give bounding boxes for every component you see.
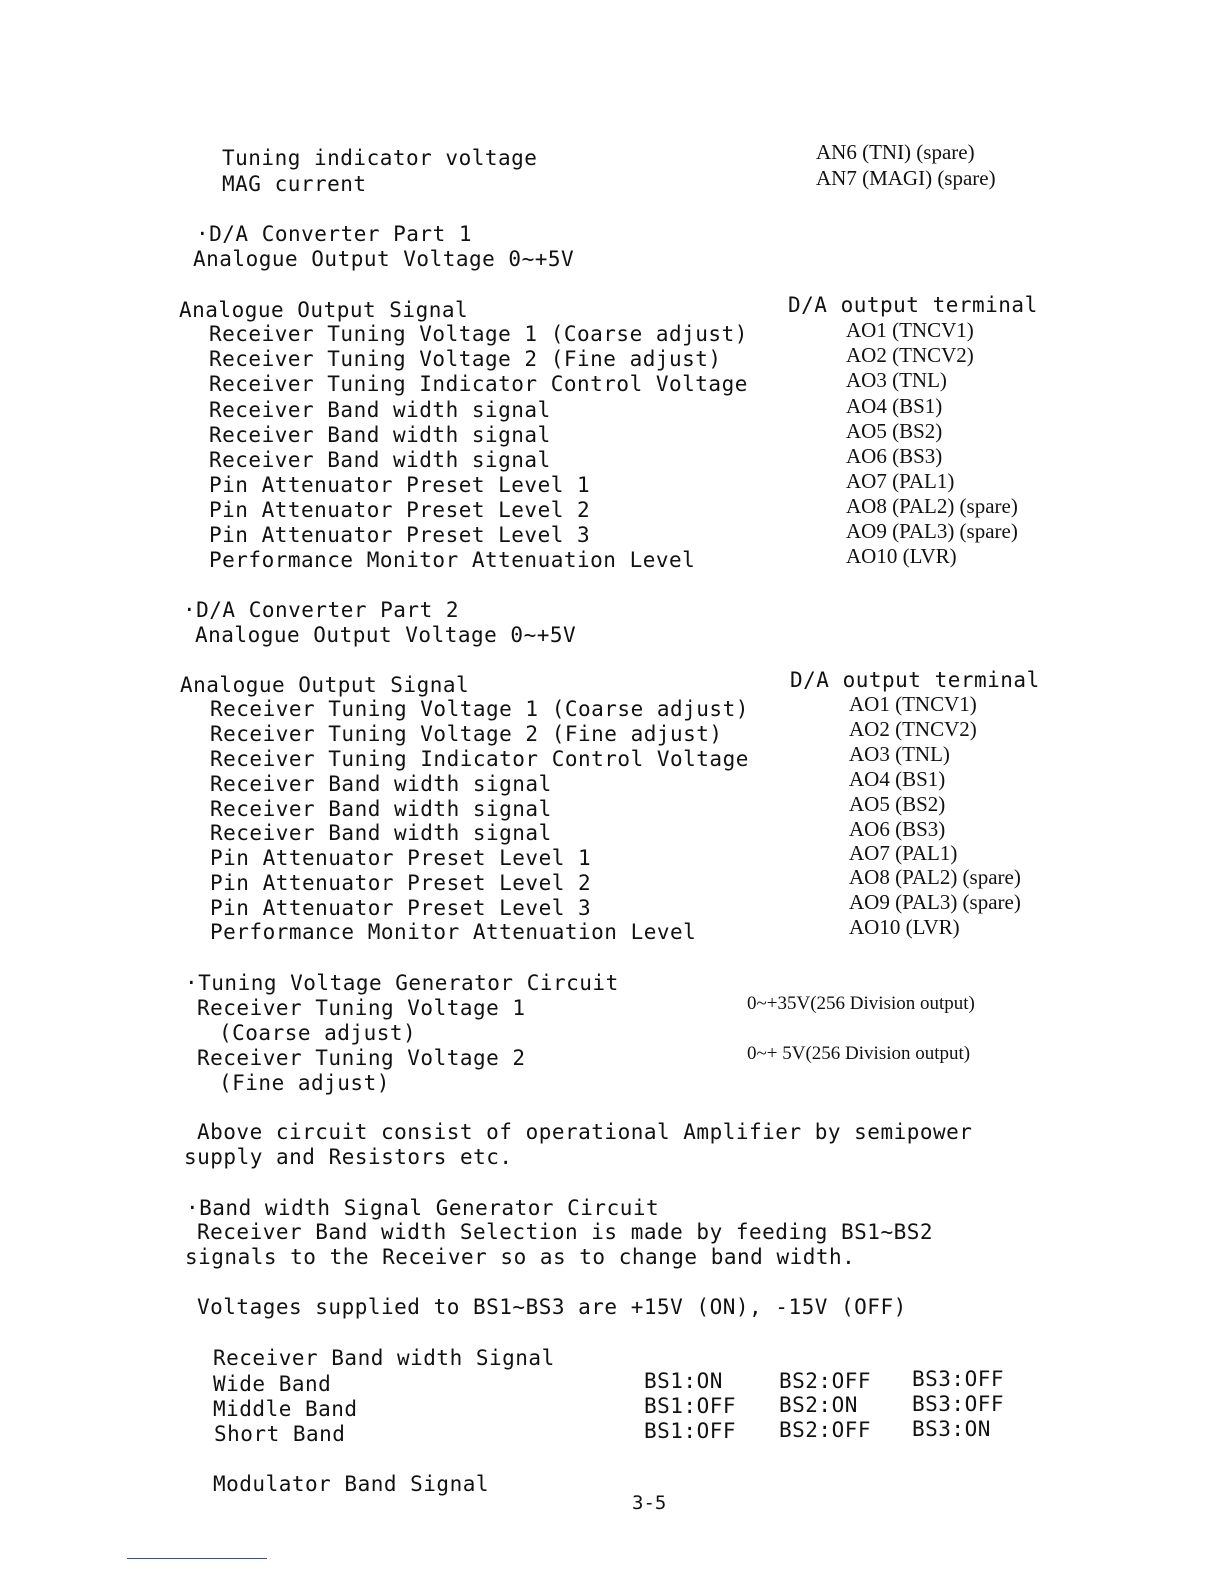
band-gen-paragraph-line1: Receiver Band width Selection is made by feeding BS1~BS2 — [197, 1220, 934, 1244]
da-part1-row-terminal: AO1 (TNCV1) — [846, 318, 974, 342]
band-row-bs3: BS3:OFF — [912, 1392, 1005, 1416]
band-row-bs2: BS2:ON — [779, 1393, 858, 1417]
tuning-indicator-terminal: AN6 (TNI) (spare) — [816, 140, 975, 164]
da-part1-row-label: Receiver Band width signal — [209, 423, 551, 447]
da-part2-row-terminal: AO4 (BS1) — [849, 767, 946, 791]
da-part1-row-label: Receiver Tuning Voltage 1 (Coarse adjust) — [209, 322, 748, 346]
da-part1-row-terminal: AO5 (BS2) — [846, 419, 943, 443]
mag-current-label: MAG current — [222, 172, 367, 196]
da-part1-row-label: Pin Attenuator Preset Level 1 — [209, 473, 591, 497]
da-part1-row-label: Receiver Band width signal — [209, 398, 551, 422]
da-part2-row-terminal: AO3 (TNL) — [849, 742, 950, 766]
da-part1-row-label: Receiver Band width signal — [209, 448, 551, 472]
da-part2-row-terminal: AO1 (TNCV1) — [849, 692, 977, 716]
da-part1-row-label: Receiver Tuning Indicator Control Voltage — [209, 372, 748, 396]
band-gen-paragraph-line2: signals to the Receiver so as to change band width. — [185, 1245, 856, 1269]
band-table-header: Receiver Band width Signal — [213, 1346, 555, 1370]
tuning-gen-row2-label: Receiver Tuning Voltage 2 — [197, 1046, 526, 1070]
da-part2-row-terminal: AO5 (BS2) — [849, 792, 946, 816]
band-row-bs1: BS1:OFF — [644, 1419, 737, 1443]
da-part1-voltage: Analogue Output Voltage 0~+5V — [193, 247, 575, 271]
page-number: 3-5 — [632, 1492, 667, 1514]
band-row-label: Middle Band — [213, 1397, 358, 1421]
da-part1-row-label: Performance Monitor Attenuation Level — [209, 548, 696, 572]
da-part2-voltage: Analogue Output Voltage 0~+5V — [195, 623, 577, 647]
band-row-bs3: BS3:ON — [912, 1417, 991, 1441]
tuning-gen-heading: ·Tuning Voltage Generator Circuit — [185, 971, 619, 995]
da-part1-row-terminal: AO2 (TNCV2) — [846, 343, 974, 367]
da-part1-row-terminal: AO9 (PAL3) (spare) — [846, 519, 1018, 543]
band-row-label: Short Band — [214, 1422, 346, 1446]
da-part1-row-terminal: AO8 (PAL2) (spare) — [846, 494, 1018, 518]
tuning-gen-row2-sub: (Fine adjust) — [219, 1071, 390, 1095]
tuning-gen-row1-label: Receiver Tuning Voltage 1 — [197, 996, 526, 1020]
footer-rule — [127, 1558, 267, 1559]
da-part1-row-terminal: AO3 (TNL) — [846, 368, 947, 392]
tuning-gen-row1-sub: (Coarse adjust) — [219, 1021, 417, 1045]
da-part2-heading: ·D/A Converter Part 2 — [183, 598, 460, 622]
da-part1-row-terminal: AO10 (LVR) — [846, 544, 957, 568]
mag-current-terminal: AN7 (MAGI) (spare) — [816, 166, 996, 190]
da-part2-row-terminal: AO9 (PAL3) (spare) — [849, 890, 1021, 914]
da-part1-row-terminal: AO4 (BS1) — [846, 394, 943, 418]
da-part1-heading: ·D/A Converter Part 1 — [196, 222, 473, 246]
da-part2-row-label: Receiver Tuning Voltage 1 (Coarse adjust) — [210, 697, 749, 721]
da-part1-row-label: Pin Attenuator Preset Level 3 — [209, 523, 591, 547]
band-row-bs2: BS2:OFF — [779, 1418, 872, 1442]
da-part1-col-header-right: D/A output terminal — [788, 293, 1038, 317]
da-part2-row-terminal: AO2 (TNCV2) — [849, 717, 977, 741]
da-part2-row-terminal: AO8 (PAL2) (spare) — [849, 865, 1021, 889]
band-row-label: Wide Band — [213, 1372, 332, 1396]
da-part2-row-label: Pin Attenuator Preset Level 1 — [210, 846, 592, 870]
da-part1-row-terminal: AO6 (BS3) — [846, 444, 943, 468]
da-part2-row-terminal: AO10 (LVR) — [849, 915, 960, 939]
da-part2-row-terminal: AO6 (BS3) — [849, 817, 946, 841]
da-part1-row-terminal: AO7 (PAL1) — [846, 469, 955, 493]
band-row-bs2: BS2:OFF — [779, 1369, 872, 1393]
tuning-gen-paragraph-line1: Above circuit consist of operational Amplifier by semipower — [197, 1120, 973, 1144]
da-part2-row-label: Receiver Band width signal — [210, 772, 552, 796]
da-part2-col-header-right: D/A output terminal — [790, 668, 1040, 692]
da-part1-col-header-left: Analogue Output Signal — [179, 298, 469, 322]
tuning-gen-row2-value: 0~+ 5V(256 Division output) — [747, 1043, 971, 1064]
da-part2-col-header-left: Analogue Output Signal — [180, 673, 470, 697]
da-part2-row-label: Performance Monitor Attenuation Level — [210, 920, 697, 944]
da-part1-row-label: Receiver Tuning Voltage 2 (Fine adjust) — [209, 347, 722, 371]
da-part2-row-label: Receiver Band width signal — [210, 797, 552, 821]
da-part2-row-label: Receiver Tuning Voltage 2 (Fine adjust) — [210, 722, 723, 746]
band-row-bs1: BS1:OFF — [644, 1394, 737, 1418]
da-part2-row-terminal: AO7 (PAL1) — [849, 841, 958, 865]
tuning-gen-row1-value: 0~+35V(256 Division output) — [747, 993, 975, 1014]
da-part2-row-label: Pin Attenuator Preset Level 2 — [210, 871, 592, 895]
band-gen-voltages: Voltages supplied to BS1~BS3 are +15V (ON), -15V (OFF) — [197, 1295, 907, 1319]
band-row-bs3: BS3:OFF — [912, 1367, 1005, 1391]
band-gen-heading: ·Band width Signal Generator Circuit — [186, 1196, 660, 1220]
tuning-gen-paragraph-line2: supply and Resistors etc. — [184, 1145, 513, 1169]
tuning-indicator-label: Tuning indicator voltage — [222, 146, 538, 170]
da-part2-row-label: Pin Attenuator Preset Level 3 — [210, 896, 592, 920]
da-part1-row-label: Pin Attenuator Preset Level 2 — [209, 498, 591, 522]
modulator-band-signal: Modulator Band Signal — [213, 1472, 490, 1496]
band-row-bs1: BS1:ON — [644, 1369, 723, 1393]
da-part2-row-label: Receiver Band width signal — [210, 821, 552, 845]
da-part2-row-label: Receiver Tuning Indicator Control Voltage — [210, 747, 749, 771]
